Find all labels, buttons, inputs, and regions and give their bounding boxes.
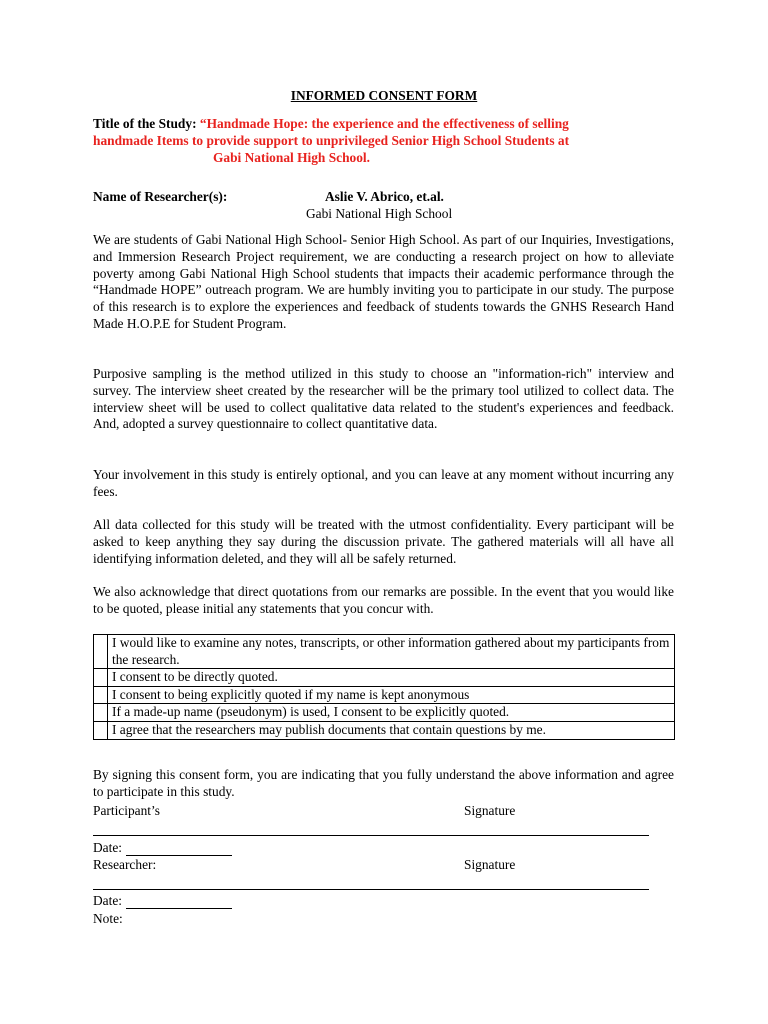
consent-options-table [93, 634, 675, 740]
table-row [94, 669, 675, 687]
involvement-paragraph: Your involvement in this study is entirely optional, and you can leave at any moment without incurring any fees. [93, 467, 674, 499]
option-text: I agree that the researchers may publish documents that contain questions by me. [108, 721, 675, 739]
participant-label: Participant’s [93, 803, 160, 818]
quotations-paragraph: We also acknowledge that direct quotations from our remarks are possible. In the event that you would like to be quoted, please initial any statements that you concur with. [93, 584, 674, 616]
intro-paragraph: We are students of Gabi National High School- Senior High School. As part of our Inquiries, Investigations, and Immersion Research Project requirement, we are conducting a research project on how to alleviate poverty among Gabi National High School students that impacts their academic performance through the “Handmade HOPE” outreach program. We are humbly inviting you to participate in our study. The purpose of this research is to explore the experiences and feedback of students towards the GNHS Research Hand Made H.O.P.E for Student Program. [93, 232, 674, 331]
initial-box[interactable] [94, 721, 108, 739]
option-text: I consent to be directly quoted. [108, 669, 675, 687]
researcher-signature-label: Researcher: [93, 857, 157, 872]
initial-box[interactable] [94, 635, 108, 669]
table-row [94, 721, 675, 739]
researcher-date-label: Date: [93, 893, 122, 908]
researcher-label: Name of Researcher(s): [93, 189, 228, 204]
participant-date-label: Date: [93, 840, 122, 855]
table-row [94, 686, 675, 704]
researcher-name: Aslie V. Abrico, et.al. [325, 189, 444, 204]
confidentiality-paragraph: All data collected for this study will be treated with the utmost confidentiality. Every participant will be asked to keep anything they say during the discussion private. The gathered materials will all have all identifying information deleted, and they will all be safely returned. [93, 517, 674, 566]
option-text: If a made-up name (pseudonym) is used, I consent to be explicitly quoted. [108, 704, 675, 722]
initial-box[interactable] [94, 686, 108, 704]
researcher-date-line[interactable] [126, 908, 232, 909]
option-text: I consent to being explicitly quoted if my name is kept anonymous [108, 686, 675, 704]
study-title-line-3: Gabi National High School. [213, 150, 370, 166]
study-title-line-2: handmade Items to provide support to unprivileged Senior High School Students at [93, 133, 570, 149]
initial-box[interactable] [94, 704, 108, 722]
participant-signature-line[interactable] [93, 835, 649, 836]
study-title-block [93, 115, 683, 167]
researcher-signature-word: Signature [464, 857, 516, 872]
note-label: Note: [93, 911, 123, 926]
researcher-school: Gabi National High School [306, 206, 453, 221]
researcher-signature-line[interactable] [93, 889, 649, 890]
signing-paragraph: By signing this consent form, you are indicating that you fully understand the above information and agree to participate in this study. [93, 767, 674, 799]
option-text: I would like to examine any notes, transcripts, or other information gathered about my participants from the research. [108, 635, 675, 669]
participant-signature-label: Signature [464, 803, 516, 818]
initial-box[interactable] [94, 669, 108, 687]
study-title-line-1: “Handmade Hope: the experience and the effectiveness of selling [199, 116, 569, 131]
sampling-paragraph: Purposive sampling is the method utilized in this study to choose an "information-rich" interview and survey. The interview sheet created by the researcher will be the primary tool utilized to collect data. The interview sheet will be used to collect qualitative data related to the student's experiences and feedback. And, adopted a survey questionnaire to collect quantitative data. [93, 366, 674, 432]
table-row [94, 704, 675, 722]
table-row [94, 635, 675, 669]
form-title: INFORMED CONSENT FORM [290, 88, 478, 103]
participant-date-line[interactable] [126, 855, 232, 856]
study-title-label: Title of the Study: [93, 116, 197, 131]
